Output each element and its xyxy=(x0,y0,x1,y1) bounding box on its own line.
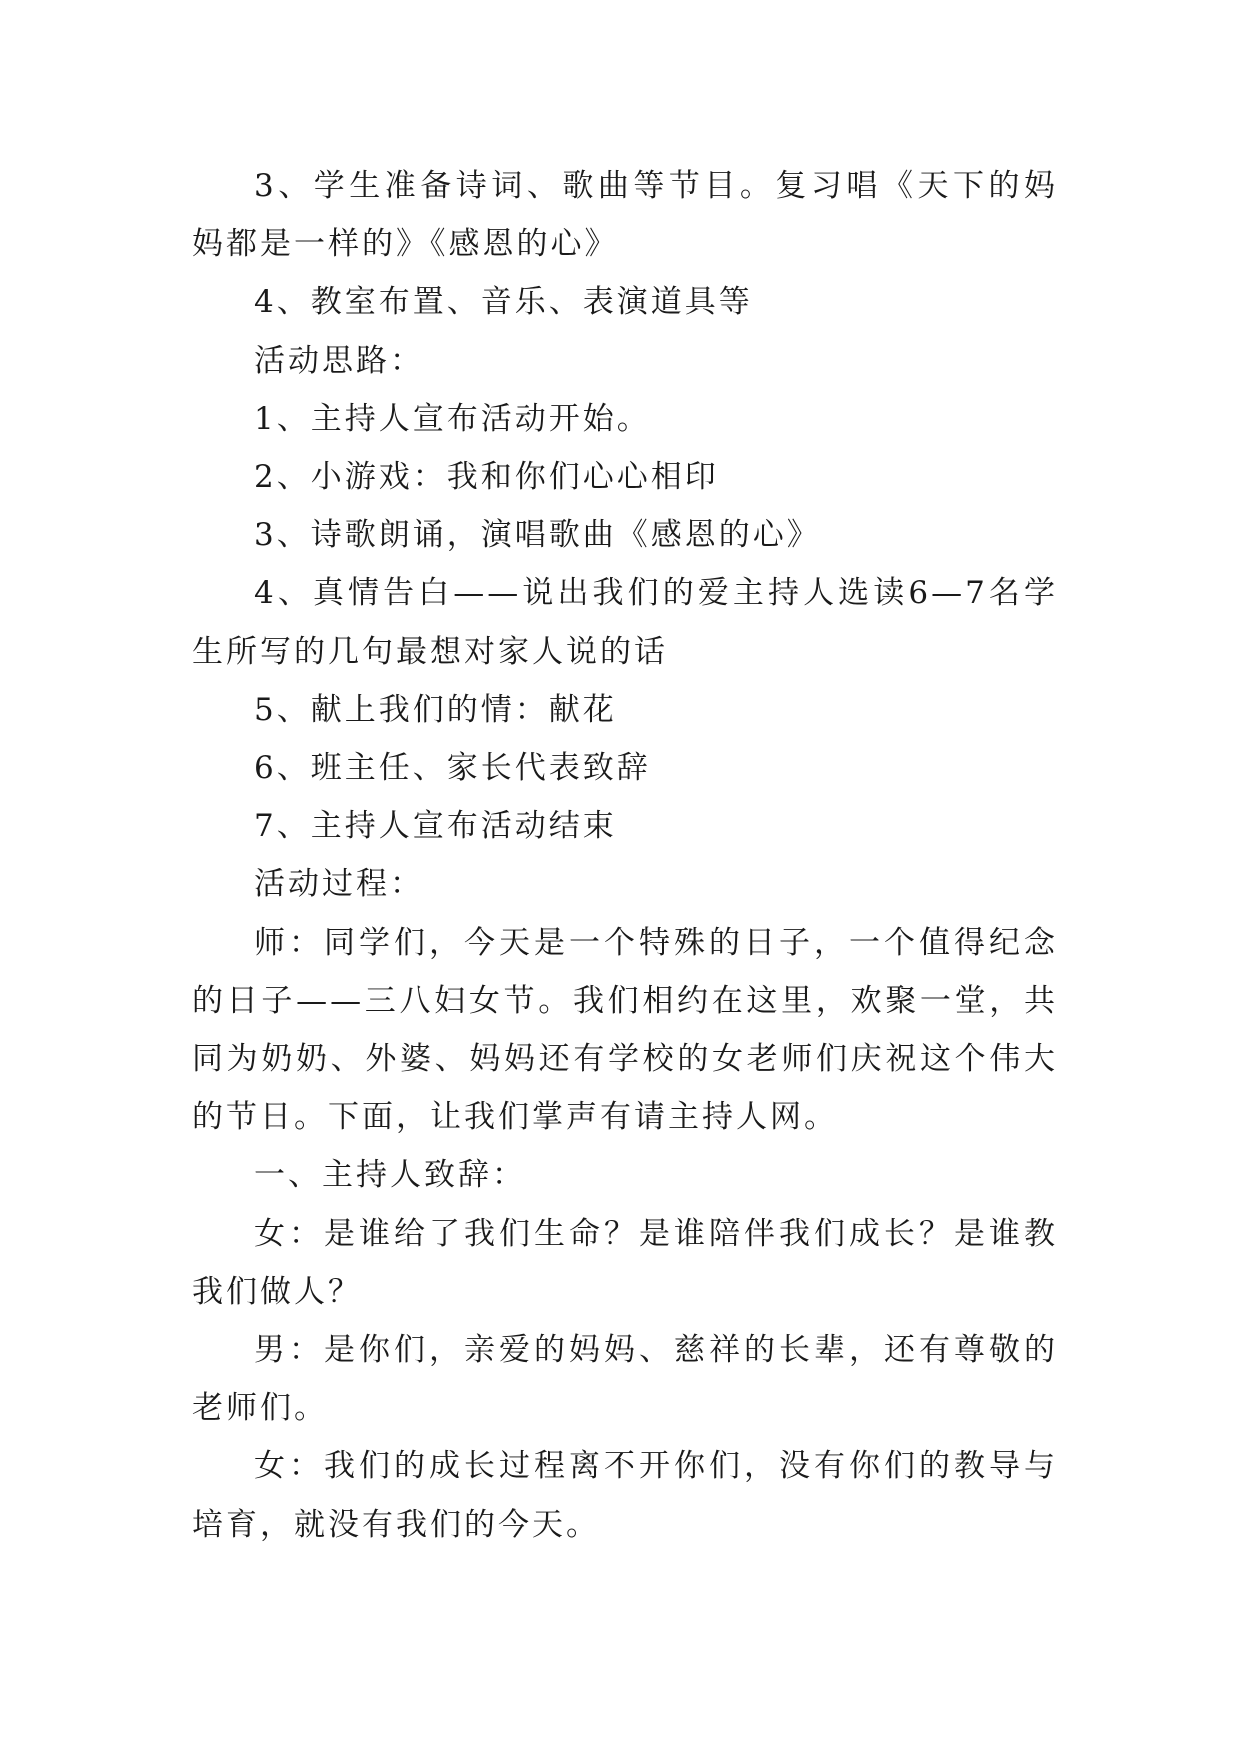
paragraph-idea-5: 5、献上我们的情：献花 xyxy=(254,691,617,728)
paragraph-idea-3: 3、诗歌朗诵，演唱歌曲《感恩的心》 xyxy=(254,517,821,554)
paragraph-idea-2: 2、小游戏：我和你们心心相印 xyxy=(254,459,719,496)
paragraph-idea-4: 4、真情告白——说出我们的爱主持人选读6—7名学生所写的几句最想对家人说的话 xyxy=(192,575,1058,670)
paragraph-prep-4: 4、教室布置、音乐、表演道具等 xyxy=(254,284,753,321)
paragraph-female-host-2: 女：我们的成长过程离不开你们，没有你们的教导与培育，就没有我们的今天。 xyxy=(192,1448,1058,1543)
heading-host-speech: 一、主持人致辞： xyxy=(254,1157,526,1194)
paragraph-idea-1: 1、主持人宣布活动开始。 xyxy=(254,400,651,437)
heading-activity-ideas: 活动思路： xyxy=(254,342,424,379)
paragraph-teacher-intro: 师：同学们，今天是一个特殊的日子，一个值得纪念的日子——三八妇女节。我们相约在这里，欢聚一堂，共同为奶奶、外婆、妈妈还有学校的女老师们庆祝这个伟大的节日。下面，让我们掌声有请主持人网。 xyxy=(192,924,1058,1136)
paragraph-female-host-1: 女：是谁给了我们生命？是谁陪伴我们成长？是谁教我们做人？ xyxy=(192,1215,1058,1310)
paragraph-idea-7: 7、主持人宣布活动结束 xyxy=(254,808,617,845)
paragraph-idea-6: 6、班主任、家长代表致辞 xyxy=(254,750,651,787)
document-body xyxy=(192,157,1058,1554)
paragraph-prep-3: 3、学生准备诗词、歌曲等节目。复习唱《天下的妈妈都是一样的》《感恩的心》 xyxy=(192,168,1058,263)
paragraph-male-host-1: 男：是你们，亲爱的妈妈、慈祥的长辈，还有尊敬的老师们。 xyxy=(192,1332,1058,1427)
heading-activity-process: 活动过程： xyxy=(254,866,424,903)
